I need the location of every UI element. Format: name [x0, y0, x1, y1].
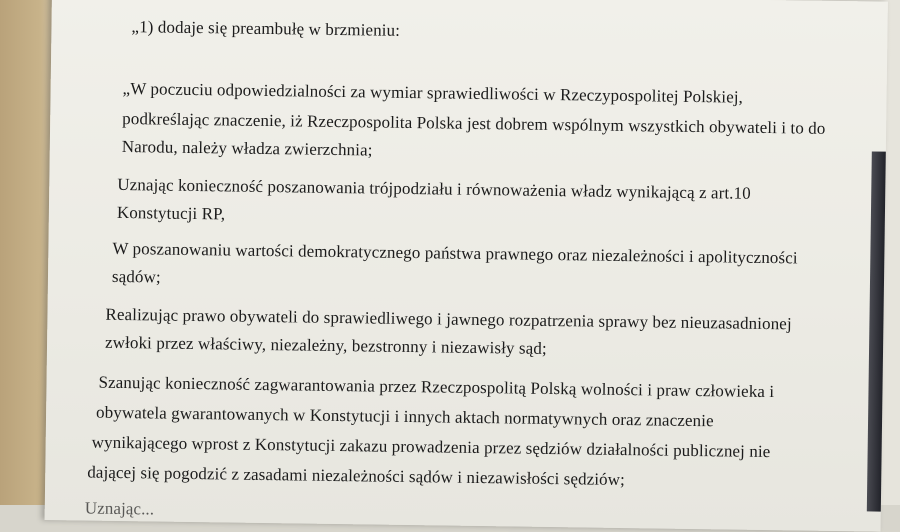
paragraph-5-line-1: Szanując konieczność zagwarantowania przez Rzeczpospolitą Polską wolności i praw człowieka i: [98, 372, 775, 402]
document-page: [45, 0, 888, 532]
paragraph-3-line-1: W poszanowaniu wartości demokratycznego państwa prawnego oraz niezależności i apolityczności: [112, 238, 798, 268]
paragraph-4-line-2: zwłoki przez właściwy, niezależny, bezstronny i niezawisły sąd;: [104, 332, 547, 358]
paragraph-6-line-1: Uznając...: [84, 498, 155, 519]
paragraph-5-line-2: obywatela gwarantowanych w Konstytucji i innych aktach normatywnych oraz znaczenie: [95, 402, 714, 431]
paragraph-2-line-2: Konstytucji RP,: [116, 202, 226, 224]
paragraph-3-line-2: sądów;: [111, 266, 161, 287]
paragraph-2-line-1: Uznając konieczność poszanowania trójpodziału i równoważenia władz wynikającą z art.10: [117, 174, 751, 203]
paragraph-1-line-1: „W poczuciu odpowiedzialności za wymiar sprawiedliwości w Rzeczypospolitej Polskiej,: [122, 78, 744, 107]
paragraph-1-line-3: Narodu, należy władza zwierzchnia;: [121, 136, 373, 160]
paragraph-5-line-4: dającej się pogodzić z zasadami niezależności sądów i niezawisłości sędziów;: [87, 462, 626, 490]
paragraph-5-line-3: wynikającego wprost z Konstytucji zakazu prowadzenia przez sędziów działalności publicznej nie: [91, 432, 771, 462]
amendment-intro: „1) dodaje się preambułę w brzmieniu:: [131, 17, 401, 40]
paragraph-1-line-2: podkreślając znaczenie, iż Rzeczpospolita Polska jest dobrem wspólnym wszystkich obywateli i to do: [122, 108, 826, 138]
paragraph-4-line-1: Realizując prawo obywateli do sprawiedliwego i jawnego rozpatrzenia sprawy bez nieuzasadnionej: [105, 304, 792, 334]
